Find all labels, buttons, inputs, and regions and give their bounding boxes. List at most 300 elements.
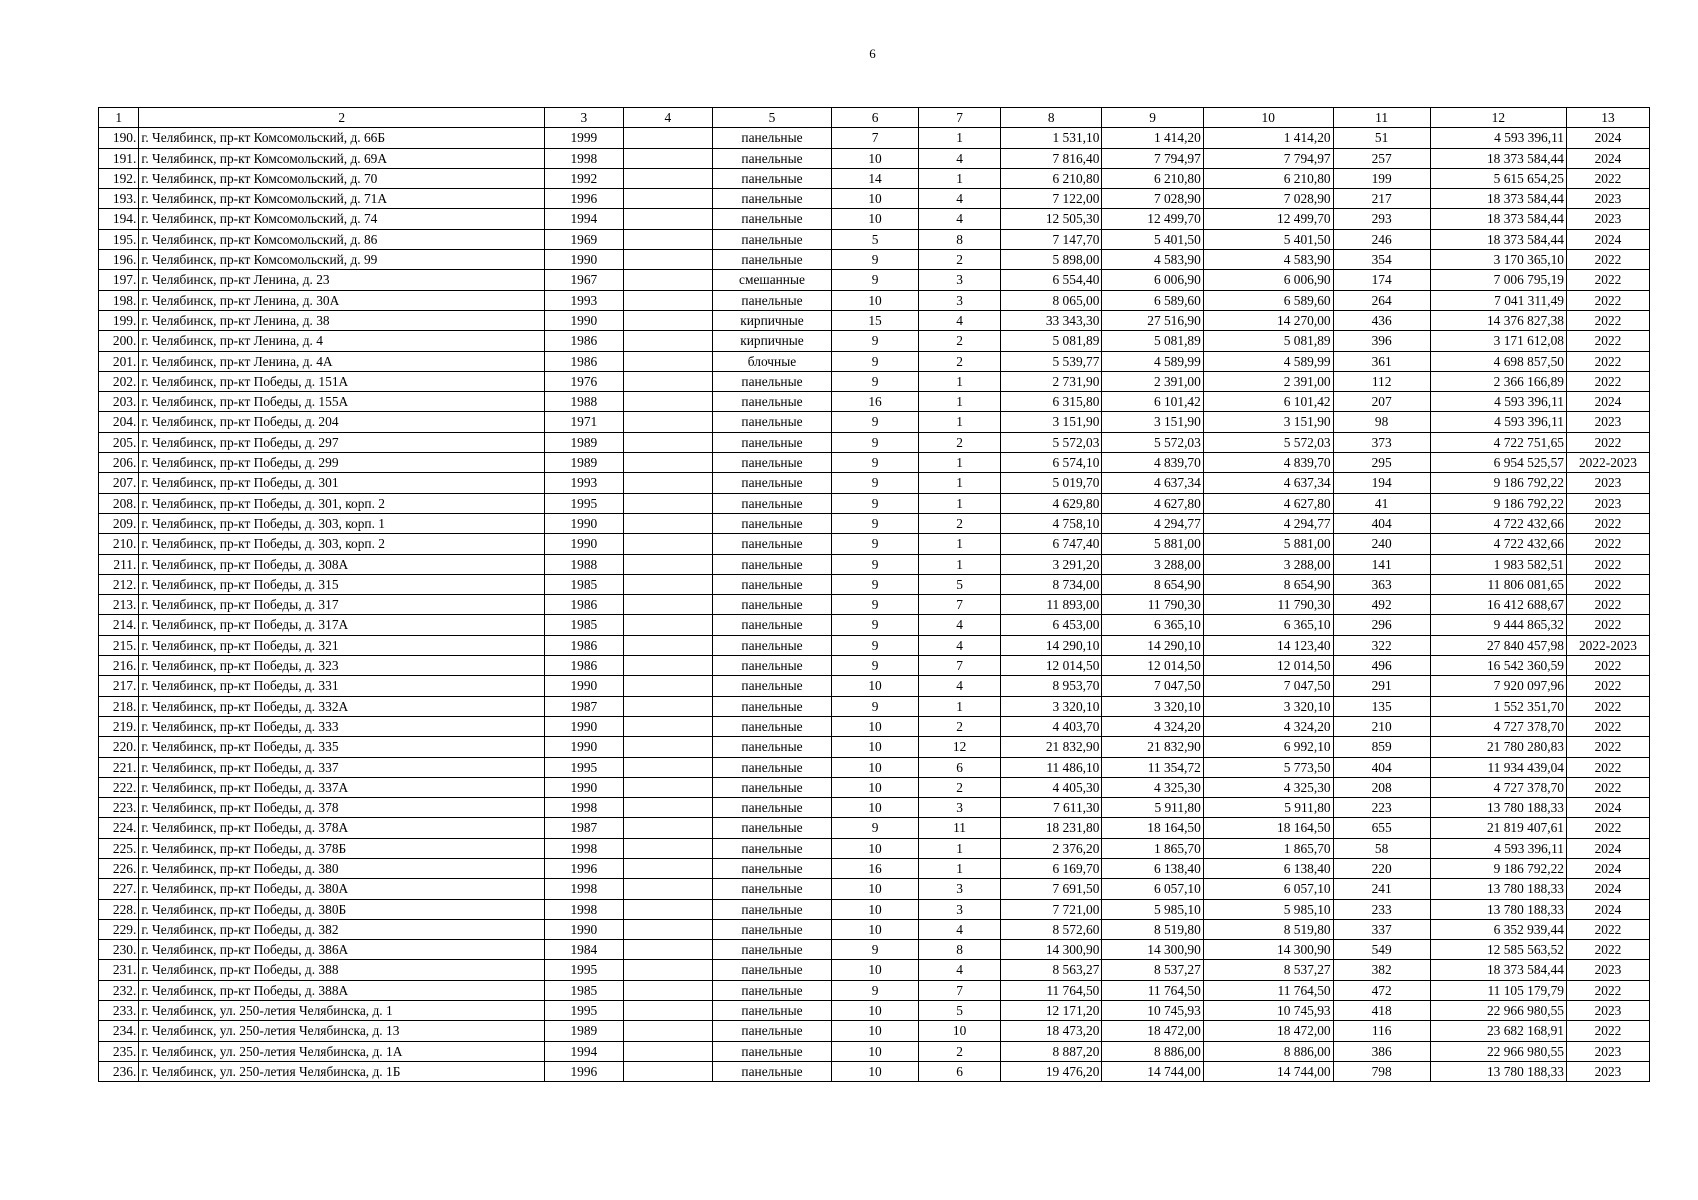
cell-col-11: 418 (1333, 1001, 1430, 1021)
cell-col-10: 6 101,42 (1203, 392, 1333, 412)
cell-col-5: панельные (713, 229, 832, 249)
cell-col-1: 203. (99, 392, 139, 412)
cell-col-13: 2022-2023 (1566, 453, 1649, 473)
table-row (99, 189, 1650, 209)
cell-col-6: 9 (831, 331, 918, 351)
table-row (99, 229, 1650, 249)
cell-col-6: 10 (831, 777, 918, 797)
cell-col-7: 5 (919, 574, 1001, 594)
cell-col-3: 1986 (545, 656, 624, 676)
cell-col-12: 21 780 280,83 (1430, 737, 1566, 757)
cell-col-5: панельные (713, 392, 832, 412)
cell-col-7: 4 (919, 189, 1001, 209)
cell-col-8: 18 473,20 (1000, 1021, 1101, 1041)
cell-col-13: 2022 (1566, 919, 1649, 939)
cell-col-4 (623, 270, 712, 290)
cell-col-6: 10 (831, 798, 918, 818)
cell-col-12: 18 373 584,44 (1430, 229, 1566, 249)
cell-col-12: 11 934 439,04 (1430, 757, 1566, 777)
cell-col-7: 7 (919, 980, 1001, 1000)
cell-col-9: 4 589,99 (1102, 351, 1203, 371)
cell-col-12: 18 373 584,44 (1430, 960, 1566, 980)
cell-col-12: 4 722 432,66 (1430, 534, 1566, 554)
cell-col-12: 4 593 396,11 (1430, 412, 1566, 432)
cell-col-2: г. Челябинск, пр-кт Победы, д. 151А (139, 371, 545, 391)
cell-col-2: г. Челябинск, пр-кт Победы, д. 317А (139, 615, 545, 635)
table-row (99, 980, 1650, 1000)
cell-col-10: 14 744,00 (1203, 1061, 1333, 1081)
cell-col-10: 4 589,99 (1203, 351, 1333, 371)
cell-col-7: 5 (919, 1001, 1001, 1021)
cell-col-1: 222. (99, 777, 139, 797)
cell-col-6: 9 (831, 696, 918, 716)
cell-col-11: 194 (1333, 473, 1430, 493)
cell-col-12: 27 840 457,98 (1430, 635, 1566, 655)
cell-col-12: 9 444 865,32 (1430, 615, 1566, 635)
header-row (99, 108, 1650, 128)
cell-col-13: 2023 (1566, 1041, 1649, 1061)
table-row (99, 331, 1650, 351)
table-row (99, 148, 1650, 168)
cell-col-13: 2022 (1566, 656, 1649, 676)
cell-col-12: 4 727 378,70 (1430, 777, 1566, 797)
cell-col-11: 246 (1333, 229, 1430, 249)
cell-col-4 (623, 351, 712, 371)
cell-col-3: 1967 (545, 270, 624, 290)
cell-col-6: 9 (831, 513, 918, 533)
cell-col-9: 4 324,20 (1102, 716, 1203, 736)
cell-col-8: 4 403,70 (1000, 716, 1101, 736)
cell-col-10: 14 123,40 (1203, 635, 1333, 655)
cell-col-7: 1 (919, 858, 1001, 878)
cell-col-4 (623, 615, 712, 635)
cell-col-13: 2023 (1566, 189, 1649, 209)
cell-col-11: 859 (1333, 737, 1430, 757)
cell-col-9: 14 290,10 (1102, 635, 1203, 655)
cell-col-1: 199. (99, 310, 139, 330)
cell-col-13: 2024 (1566, 229, 1649, 249)
column-header-8: 8 (1000, 108, 1101, 128)
cell-col-7: 3 (919, 899, 1001, 919)
cell-col-10: 8 537,27 (1203, 960, 1333, 980)
cell-col-2: г. Челябинск, пр-кт Победы, д. 303, корп. 2 (139, 534, 545, 554)
table-row (99, 635, 1650, 655)
cell-col-4 (623, 493, 712, 513)
cell-col-11: 58 (1333, 838, 1430, 858)
cell-col-10: 8 886,00 (1203, 1041, 1333, 1061)
cell-col-2: г. Челябинск, ул. 250-летия Челябинска, д. 1А (139, 1041, 545, 1061)
cell-col-10: 4 324,20 (1203, 716, 1333, 736)
cell-col-6: 10 (831, 757, 918, 777)
cell-col-5: блочные (713, 351, 832, 371)
cell-col-3: 1989 (545, 432, 624, 452)
cell-col-8: 3 151,90 (1000, 412, 1101, 432)
cell-col-9: 1 414,20 (1102, 128, 1203, 148)
cell-col-3: 1998 (545, 838, 624, 858)
table-row (99, 737, 1650, 757)
cell-col-10: 14 270,00 (1203, 310, 1333, 330)
cell-col-7: 3 (919, 290, 1001, 310)
cell-col-2: г. Челябинск, пр-кт Победы, д. 155А (139, 392, 545, 412)
cell-col-12: 13 780 188,33 (1430, 1061, 1566, 1081)
column-header-5: 5 (713, 108, 832, 128)
cell-col-8: 4 405,30 (1000, 777, 1101, 797)
cell-col-1: 236. (99, 1061, 139, 1081)
cell-col-8: 6 554,40 (1000, 270, 1101, 290)
cell-col-10: 10 745,93 (1203, 1001, 1333, 1021)
table-row (99, 209, 1650, 229)
cell-col-4 (623, 168, 712, 188)
cell-col-9: 5 572,03 (1102, 432, 1203, 452)
cell-col-12: 23 682 168,91 (1430, 1021, 1566, 1041)
table-row (99, 1021, 1650, 1041)
cell-col-2: г. Челябинск, пр-кт Комсомольский, д. 70 (139, 168, 545, 188)
cell-col-11: 655 (1333, 818, 1430, 838)
cell-col-10: 6 365,10 (1203, 615, 1333, 635)
cell-col-7: 4 (919, 676, 1001, 696)
cell-col-10: 14 300,90 (1203, 940, 1333, 960)
cell-col-11: 112 (1333, 371, 1430, 391)
cell-col-13: 2022 (1566, 1021, 1649, 1041)
cell-col-2: г. Челябинск, пр-кт Победы, д. 337А (139, 777, 545, 797)
cell-col-4 (623, 371, 712, 391)
cell-col-11: 363 (1333, 574, 1430, 594)
cell-col-10: 3 320,10 (1203, 696, 1333, 716)
cell-col-9: 12 499,70 (1102, 209, 1203, 229)
column-header-3: 3 (545, 108, 624, 128)
cell-col-13: 2022 (1566, 513, 1649, 533)
cell-col-2: г. Челябинск, пр-кт Победы, д. 335 (139, 737, 545, 757)
cell-col-11: 233 (1333, 899, 1430, 919)
cell-col-7: 7 (919, 595, 1001, 615)
cell-col-8: 12 505,30 (1000, 209, 1101, 229)
cell-col-5: панельные (713, 757, 832, 777)
cell-col-5: панельные (713, 1021, 832, 1041)
cell-col-6: 9 (831, 473, 918, 493)
cell-col-7: 4 (919, 148, 1001, 168)
cell-col-1: 218. (99, 696, 139, 716)
cell-col-11: 472 (1333, 980, 1430, 1000)
cell-col-6: 9 (831, 980, 918, 1000)
table-row (99, 1061, 1650, 1081)
cell-col-7: 1 (919, 128, 1001, 148)
cell-col-7: 4 (919, 310, 1001, 330)
cell-col-11: 291 (1333, 676, 1430, 696)
cell-col-12: 9 186 792,22 (1430, 858, 1566, 878)
table-row (99, 818, 1650, 838)
cell-col-12: 7 041 311,49 (1430, 290, 1566, 310)
cell-col-8: 5 898,00 (1000, 250, 1101, 270)
cell-col-4 (623, 534, 712, 554)
cell-col-8: 7 721,00 (1000, 899, 1101, 919)
cell-col-6: 10 (831, 737, 918, 757)
cell-col-3: 1995 (545, 960, 624, 980)
cell-col-9: 4 325,30 (1102, 777, 1203, 797)
cell-col-12: 18 373 584,44 (1430, 189, 1566, 209)
cell-col-2: г. Челябинск, пр-кт Победы, д. 388А (139, 980, 545, 1000)
cell-col-3: 1971 (545, 412, 624, 432)
cell-col-12: 9 186 792,22 (1430, 493, 1566, 513)
cell-col-7: 3 (919, 798, 1001, 818)
table-row (99, 1041, 1650, 1061)
cell-col-10: 2 391,00 (1203, 371, 1333, 391)
cell-col-1: 212. (99, 574, 139, 594)
cell-col-6: 10 (831, 716, 918, 736)
cell-col-7: 12 (919, 737, 1001, 757)
cell-col-6: 10 (831, 676, 918, 696)
cell-col-12: 21 819 407,61 (1430, 818, 1566, 838)
cell-col-3: 1990 (545, 513, 624, 533)
column-header-4: 4 (623, 108, 712, 128)
cell-col-12: 7 006 795,19 (1430, 270, 1566, 290)
cell-col-12: 4 722 751,65 (1430, 432, 1566, 452)
cell-col-9: 8 886,00 (1102, 1041, 1203, 1061)
cell-col-2: г. Челябинск, пр-кт Победы, д. 317 (139, 595, 545, 615)
cell-col-4 (623, 128, 712, 148)
cell-col-1: 221. (99, 757, 139, 777)
cell-col-5: панельные (713, 656, 832, 676)
cell-col-6: 7 (831, 128, 918, 148)
cell-col-5: панельные (713, 554, 832, 574)
cell-col-13: 2023 (1566, 473, 1649, 493)
cell-col-3: 1987 (545, 818, 624, 838)
cell-col-8: 7 611,30 (1000, 798, 1101, 818)
cell-col-3: 1985 (545, 615, 624, 635)
cell-col-13: 2023 (1566, 493, 1649, 513)
cell-col-7: 1 (919, 473, 1001, 493)
cell-col-3: 1993 (545, 290, 624, 310)
cell-col-2: г. Челябинск, пр-кт Победы, д. 386А (139, 940, 545, 960)
cell-col-1: 231. (99, 960, 139, 980)
cell-col-1: 230. (99, 940, 139, 960)
cell-col-12: 1 552 351,70 (1430, 696, 1566, 716)
cell-col-9: 6 006,90 (1102, 270, 1203, 290)
cell-col-5: панельные (713, 777, 832, 797)
cell-col-9: 4 637,34 (1102, 473, 1203, 493)
cell-col-6: 10 (831, 1001, 918, 1021)
cell-col-8: 6 169,70 (1000, 858, 1101, 878)
cell-col-4 (623, 1021, 712, 1041)
table-row (99, 858, 1650, 878)
cell-col-6: 9 (831, 818, 918, 838)
cell-col-9: 6 057,10 (1102, 879, 1203, 899)
table-row (99, 899, 1650, 919)
cell-col-1: 215. (99, 635, 139, 655)
cell-col-11: 361 (1333, 351, 1430, 371)
cell-col-11: 199 (1333, 168, 1430, 188)
cell-col-13: 2022 (1566, 331, 1649, 351)
cell-col-10: 6 210,80 (1203, 168, 1333, 188)
cell-col-2: г. Челябинск, пр-кт Победы, д. 388 (139, 960, 545, 980)
cell-col-8: 3 320,10 (1000, 696, 1101, 716)
cell-col-1: 202. (99, 371, 139, 391)
cell-col-8: 8 572,60 (1000, 919, 1101, 939)
cell-col-1: 190. (99, 128, 139, 148)
cell-col-1: 228. (99, 899, 139, 919)
cell-col-2: г. Челябинск, пр-кт Победы, д. 332А (139, 696, 545, 716)
cell-col-6: 10 (831, 1061, 918, 1081)
cell-col-13: 2022 (1566, 777, 1649, 797)
cell-col-10: 6 138,40 (1203, 858, 1333, 878)
cell-col-3: 1990 (545, 919, 624, 939)
cell-col-12: 18 373 584,44 (1430, 209, 1566, 229)
cell-col-13: 2022 (1566, 310, 1649, 330)
table-row (99, 128, 1650, 148)
cell-col-3: 1995 (545, 1001, 624, 1021)
cell-col-7: 1 (919, 412, 1001, 432)
cell-col-8: 7 147,70 (1000, 229, 1101, 249)
cell-col-13: 2022-2023 (1566, 635, 1649, 655)
cell-col-10: 5 985,10 (1203, 899, 1333, 919)
cell-col-10: 6 057,10 (1203, 879, 1333, 899)
cell-col-5: кирпичные (713, 331, 832, 351)
cell-col-3: 1989 (545, 453, 624, 473)
cell-col-3: 1984 (545, 940, 624, 960)
cell-col-11: 373 (1333, 432, 1430, 452)
cell-col-11: 241 (1333, 879, 1430, 899)
cell-col-5: панельные (713, 432, 832, 452)
cell-col-1: 209. (99, 513, 139, 533)
cell-col-11: 549 (1333, 940, 1430, 960)
cell-col-3: 1986 (545, 351, 624, 371)
table-row (99, 270, 1650, 290)
cell-col-4 (623, 229, 712, 249)
cell-col-8: 18 231,80 (1000, 818, 1101, 838)
cell-col-11: 382 (1333, 960, 1430, 980)
cell-col-3: 1996 (545, 858, 624, 878)
cell-col-3: 1995 (545, 493, 624, 513)
cell-col-13: 2024 (1566, 838, 1649, 858)
cell-col-12: 6 352 939,44 (1430, 919, 1566, 939)
cell-col-4 (623, 392, 712, 412)
cell-col-2: г. Челябинск, пр-кт Победы, д. 333 (139, 716, 545, 736)
table-row (99, 1001, 1650, 1021)
cell-col-12: 5 615 654,25 (1430, 168, 1566, 188)
cell-col-6: 14 (831, 168, 918, 188)
cell-col-2: г. Челябинск, пр-кт Победы, д. 303, корп. 1 (139, 513, 545, 533)
cell-col-7: 3 (919, 879, 1001, 899)
cell-col-9: 7 794,97 (1102, 148, 1203, 168)
cell-col-8: 5 019,70 (1000, 473, 1101, 493)
cell-col-10: 5 401,50 (1203, 229, 1333, 249)
cell-col-2: г. Челябинск, пр-кт Победы, д. 331 (139, 676, 545, 696)
cell-col-5: панельные (713, 960, 832, 980)
cell-col-9: 12 014,50 (1102, 656, 1203, 676)
cell-col-6: 9 (831, 656, 918, 676)
cell-col-6: 9 (831, 574, 918, 594)
table-row (99, 168, 1650, 188)
cell-col-3: 1986 (545, 331, 624, 351)
cell-col-10: 4 294,77 (1203, 513, 1333, 533)
cell-col-13: 2024 (1566, 858, 1649, 878)
cell-col-3: 1999 (545, 128, 624, 148)
cell-col-2: г. Челябинск, пр-кт Победы, д. 382 (139, 919, 545, 939)
cell-col-4 (623, 777, 712, 797)
table-row (99, 371, 1650, 391)
cell-col-9: 11 354,72 (1102, 757, 1203, 777)
cell-col-13: 2022 (1566, 290, 1649, 310)
cell-col-9: 6 101,42 (1102, 392, 1203, 412)
cell-col-6: 10 (831, 879, 918, 899)
cell-col-12: 4 593 396,11 (1430, 128, 1566, 148)
cell-col-12: 11 105 179,79 (1430, 980, 1566, 1000)
cell-col-3: 1990 (545, 676, 624, 696)
cell-col-2: г. Челябинск, ул. 250-летия Челябинска, д. 1 (139, 1001, 545, 1021)
cell-col-9: 3 320,10 (1102, 696, 1203, 716)
cell-col-11: 492 (1333, 595, 1430, 615)
table-row (99, 656, 1650, 676)
cell-col-4 (623, 838, 712, 858)
cell-col-5: панельные (713, 1061, 832, 1081)
cell-col-6: 9 (831, 554, 918, 574)
table-row (99, 757, 1650, 777)
column-header-9: 9 (1102, 108, 1203, 128)
cell-col-11: 404 (1333, 513, 1430, 533)
cell-col-9: 3 288,00 (1102, 554, 1203, 574)
cell-col-7: 2 (919, 250, 1001, 270)
cell-col-6: 9 (831, 351, 918, 371)
cell-col-6: 9 (831, 493, 918, 513)
cell-col-1: 210. (99, 534, 139, 554)
cell-col-2: г. Челябинск, ул. 250-летия Челябинска, д. 1Б (139, 1061, 545, 1081)
cell-col-9: 27 516,90 (1102, 310, 1203, 330)
cell-col-4 (623, 919, 712, 939)
cell-col-5: панельные (713, 838, 832, 858)
cell-col-9: 4 839,70 (1102, 453, 1203, 473)
table-row (99, 310, 1650, 330)
cell-col-5: панельные (713, 574, 832, 594)
cell-col-11: 210 (1333, 716, 1430, 736)
cell-col-4 (623, 432, 712, 452)
cell-col-12: 13 780 188,33 (1430, 798, 1566, 818)
cell-col-5: панельные (713, 513, 832, 533)
cell-col-3: 1993 (545, 473, 624, 493)
cell-col-5: кирпичные (713, 310, 832, 330)
cell-col-5: панельные (713, 635, 832, 655)
cell-col-3: 1989 (545, 1021, 624, 1041)
cell-col-9: 5 911,80 (1102, 798, 1203, 818)
cell-col-4 (623, 635, 712, 655)
cell-col-4 (623, 818, 712, 838)
table-row (99, 879, 1650, 899)
cell-col-5: панельные (713, 595, 832, 615)
cell-col-9: 4 294,77 (1102, 513, 1203, 533)
cell-col-4 (623, 331, 712, 351)
cell-col-13: 2024 (1566, 798, 1649, 818)
cell-col-10: 4 627,80 (1203, 493, 1333, 513)
cell-col-3: 1996 (545, 189, 624, 209)
cell-col-13: 2022 (1566, 940, 1649, 960)
cell-col-3: 1987 (545, 696, 624, 716)
cell-col-9: 14 300,90 (1102, 940, 1203, 960)
cell-col-9: 5 881,00 (1102, 534, 1203, 554)
cell-col-8: 12 014,50 (1000, 656, 1101, 676)
cell-col-11: 41 (1333, 493, 1430, 513)
cell-col-10: 7 794,97 (1203, 148, 1333, 168)
cell-col-11: 207 (1333, 392, 1430, 412)
cell-col-3: 1994 (545, 209, 624, 229)
cell-col-1: 227. (99, 879, 139, 899)
cell-col-11: 116 (1333, 1021, 1430, 1041)
cell-col-8: 4 629,80 (1000, 493, 1101, 513)
cell-col-8: 8 953,70 (1000, 676, 1101, 696)
cell-col-2: г. Челябинск, пр-кт Победы, д. 378А (139, 818, 545, 838)
page-number: 6 (869, 46, 876, 61)
cell-col-6: 10 (831, 148, 918, 168)
cell-col-1: 198. (99, 290, 139, 310)
cell-col-8: 2 376,20 (1000, 838, 1101, 858)
cell-col-7: 2 (919, 1041, 1001, 1061)
